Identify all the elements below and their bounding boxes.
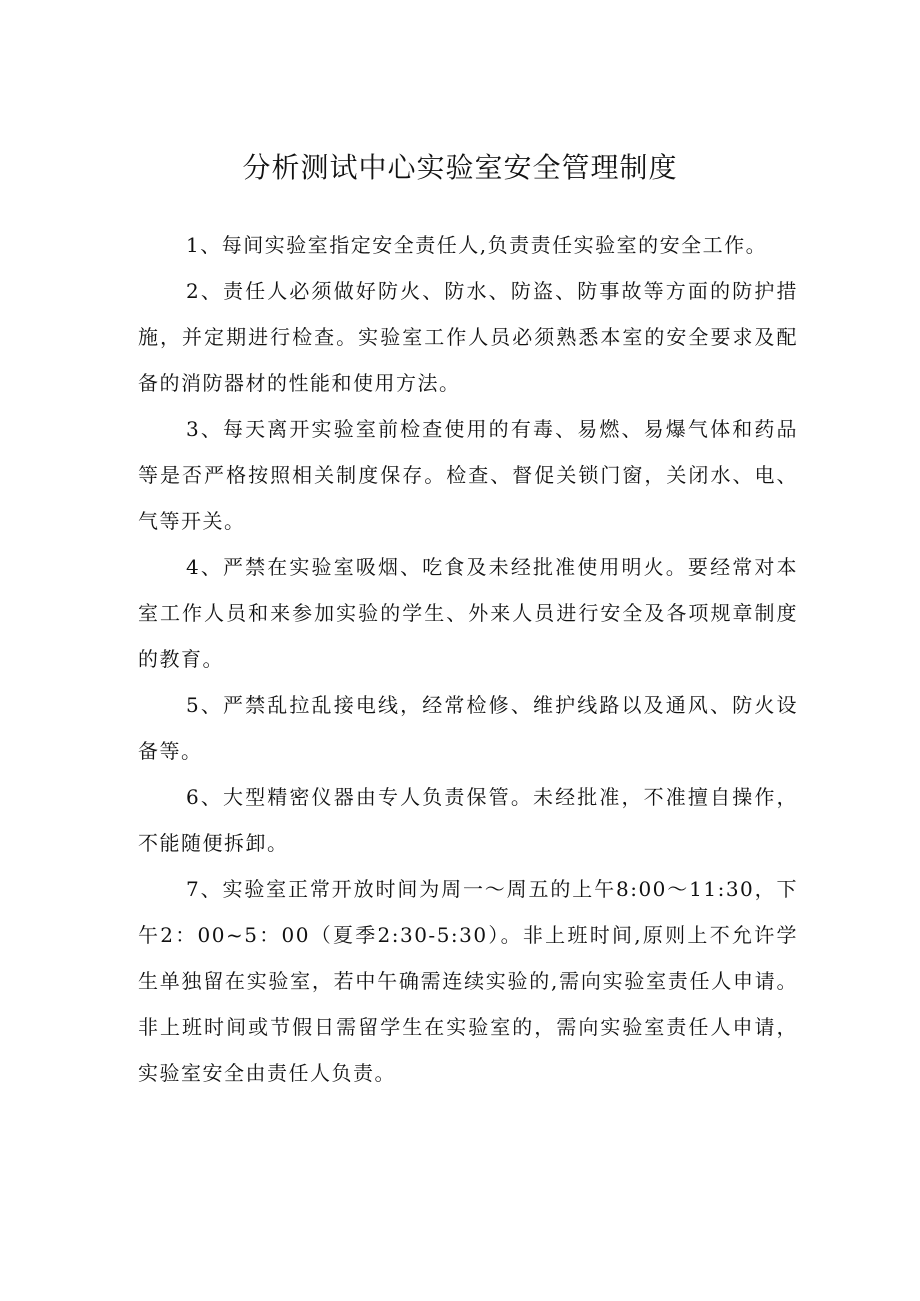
document-title: 分析测试中心实验室安全管理制度 xyxy=(242,151,678,184)
document-body xyxy=(138,222,798,1096)
rule-paragraph-1: 1、每间实验室指定安全责任人,负责责任实验室的安全工作。 xyxy=(186,233,768,257)
rule-paragraph-2: 2、责任人必须做好防火、防水、防盗、防事故等方面的防护措施，并定期进行检查。实验室工作人员必须熟悉本室的安全要求及配备的消防器材的性能和使用方法。 xyxy=(138,279,798,395)
rule-paragraph-4: 4、严禁在实验室吸烟、吃食及未经批准使用明火。要经常对本室工作人员和来参加实验的学生、外来人员进行安全及各项规章制度的教育。 xyxy=(138,555,798,671)
rule-paragraph-6: 6、大型精密仪器由专人负责保管。未经批准，不准擅自操作，不能随便拆卸。 xyxy=(138,785,798,855)
rule-paragraph-5: 5、严禁乱拉乱接电线，经常检修、维护线路以及通风、防火设备等。 xyxy=(138,693,798,763)
rule-paragraph-7: 7、实验室正常开放时间为周一～周五的上午8:00～11:30，下午2：00~5：00（夏季2:30-5:30）。非上班时间,原则上不允许学生单独留在实验室，若中午确需连续实验的,需向实验室责任人申请。非上班时间或节假日需留学生在实验室的，需向实验室责任人申请，实验室安全由责任人负责。 xyxy=(138,877,798,1085)
rule-paragraph-3: 3、每天离开实验室前检查使用的有毒、易燃、易爆气体和药品等是否严格按照相关制度保存。检查、督促关锁门窗，关闭水、电、气等开关。 xyxy=(138,417,798,533)
